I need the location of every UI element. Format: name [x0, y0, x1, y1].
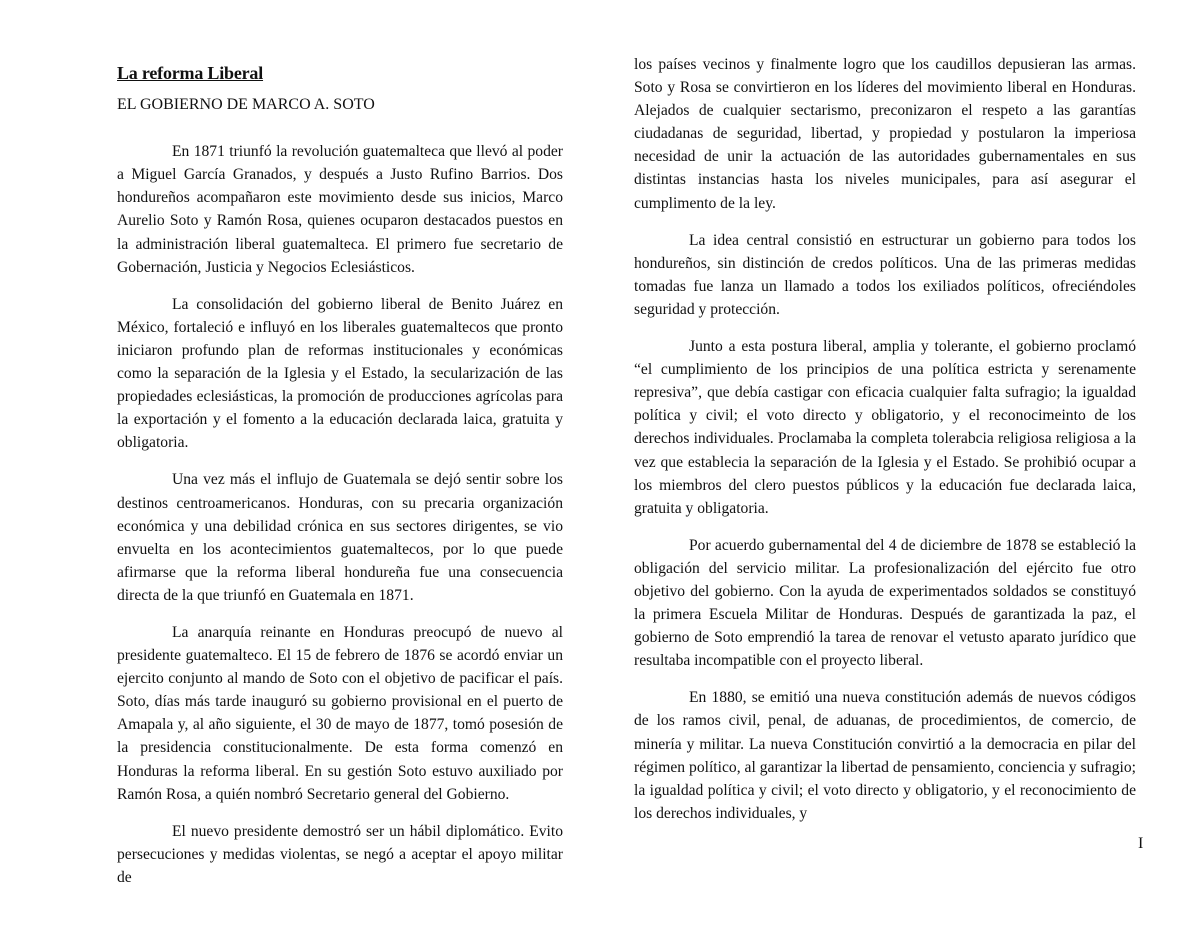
paragraph: La anarquía reinante en Honduras preocupó de nuevo al presidente guatemalteco. El 15 de febrero de 1876 se acordó enviar un ejercito conjunto al mando de Soto con el objetivo de pacificar el país. Soto, días más tarde inauguró su gobierno provisional en el puerto de Amapala y, al año siguiente, el 30 de mayo de 1877, tomó posesión de la presidencia constitucionalmente. De esta forma comenzó en Honduras la reforma liberal. En su gestión Soto estuvo auxiliado por Ramón Rosa, a quién nombró Secretario general del Gobierno.	[117, 623, 563, 803]
section-title: La reforma Liberal	[117, 63, 264, 83]
paragraph: Por acuerdo gubernamental del 4 de diciembre de 1878 se estableció la obligación del servicio militar. La profesionalización del ejército fue otro objetivo del gobierno. Con la ayuda de experimentados soldados se constituyó la primera Escuela Militar de Honduras. Después de garantizada la paz, el gobierno de Soto emprendió la tarea de renovar el vetusto aparato jurídico que resultaba incompatible con el proyecto liberal.	[634, 536, 1136, 670]
paragraph: Una vez más el influjo de Guatemala se dejó sentir sobre los destinos centroamericanos. Honduras, con su precaria organización económica y una debilidad crónica en sus sectores dirigentes, se vio envuelta en los acontecimientos guatemaltecos, por lo que puede afirmarse que la reforma liberal hondureña fue una consecuencia directa de la que triunfó en Guatemala en 1871.	[117, 471, 563, 604]
page-number: I	[1138, 835, 1144, 852]
paragraph: los países vecinos y finalmente logro que los caudillos depusieran las armas. Soto y Rosa se convirtieron en los líderes del movimiento liberal en Honduras. Alejados de cualquier sectarismo, preconizaron el respeto a las garantías ciudadanas de seguridad, libertad, y propiedad y postularon la imperiosa necesidad de unir la actuación de las autoridades gubernamentales en sus distintas instancias hasta los niveles municipales, para así asegurar el cumplimento de la ley.	[634, 56, 1136, 212]
paragraph: La idea central consistió en estructurar un gobierno para todos los hondureños, sin distinción de credos políticos. Una de las primeras medidas tomadas fue lanza un llamado a todos los exiliados políticos, ofreciéndoles seguridad y protección.	[634, 231, 1136, 318]
right-column	[634, 53, 1136, 839]
left-column	[117, 52, 563, 903]
paragraph: En 1880, se emitió una nueva constitución además de nuevos códigos de los ramos civil, penal, de aduanas, de procedimientos, de comercio, de minería y militar. La nueva Constitución convirtió a la democracia en pilar del régimen político, al garantizar la libertad de pensamiento, conciencia y sufragio; la igualdad política y civil; el voto directo y obligatorio, y el reconocimiento de los derechos individuales, y	[634, 689, 1136, 822]
section-subtitle: EL GOBIERNO DE MARCO A. SOTO	[117, 96, 375, 114]
paragraph: El nuevo presidente demostró ser un hábil diplomático. Evito persecuciones y medidas violentas, se negó a aceptar el apoyo militar de	[117, 822, 563, 886]
paragraph: La consolidación del gobierno liberal de Benito Juárez en México, fortaleció e influyó en los liberales guatemaltecos que pronto iniciaron profundo plan de reformas institucionales y económicas como la separación de la Iglesia y el Estado, la secularización de las propiedades eclesiásticas, la promoción de producciones agrícolas para la exportación y el fomento a la educación declarada laica, gratuita y obligatoria.	[117, 295, 563, 452]
paragraph: Junto a esta postura liberal, amplia y tolerante, el gobierno proclamó “el cumplimiento de los principios de una política estricta y serenamente represiva”, que debía castigar con eficacia cualquier falta sufragio; la igualdad política y civil; el voto directo y obligatorio, y el reconocimeinto de los derechos individuales. Proclamaba la completa tolerabcia religiosa religiosa a la vez que establecia la separación de la Iglesia y el Estado. Se prohibió ocupar a los miembros del clero puestos públicos y la educación fue declarada laica, gratuita y obligatoria.	[634, 338, 1136, 517]
paragraph: En 1871 triunfó la revolución guatemalteca que llevó al poder a Miguel García Granados, y después a Justo Rufino Barrios. Dos hondureños acompañaron este movimiento desde sus inicios, Marco Aurelio Soto y Ramón Rosa, quienes ocuparon destacados puestos en la administración liberal guatemalteca. El primero fue secretario de Gobernación, Justicia y Negocios Eclesiásticos.	[117, 143, 563, 276]
